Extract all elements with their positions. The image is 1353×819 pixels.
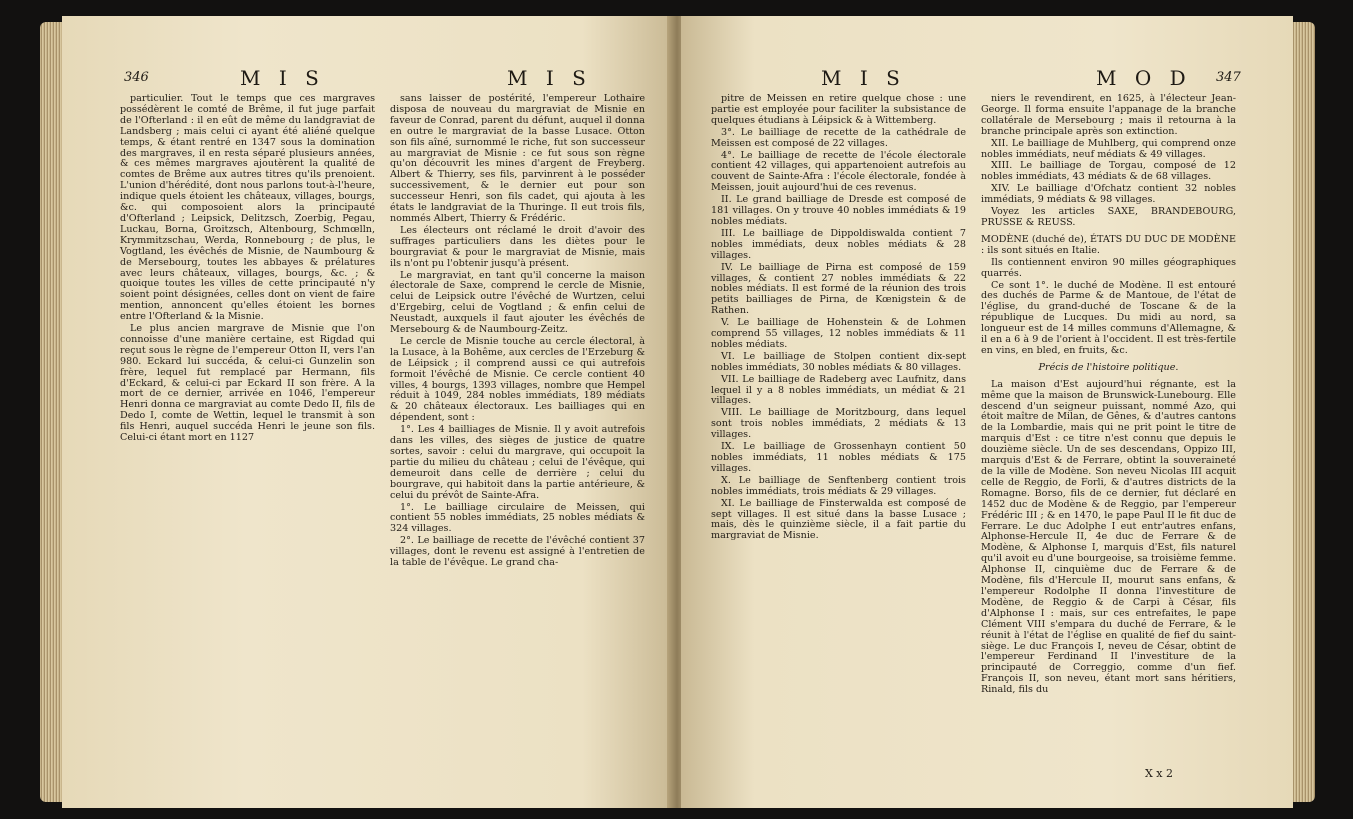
paragraph: 1°. Le bailliage circulaire de Meissen, qui contient 55 nobles immédiats, 25 nobles médiats & 324 villages. [390,501,645,535]
paragraph: X. Le bailliage de Senftenberg contient trois nobles immédiats, trois médiats & 29 villages. [711,474,966,497]
right-running-header [681,66,1293,90]
paragraph: La maison d'Est aujourd'hui régnante, est la même que la maison de Brunswick-Lunebourg. Elle descend d'un seigneur puissant, nommé Azo, qui étoit maître de Milan, de Gênes, & d'autres cantons de la Lombardie, mais qui ne prit point le titre de marquis d'Est : ce titre n'est connu que depuis le douzième siècle. Un de ses descendans, Oppizo III, marquis d'Est & de Ferrare, obtint la souveraineté de la ville de Modène. Son neveu Nicolas III acquit celle de Reggio, de Forli, & d'autres districts de la Romagne. Borso, fils de ce dernier, fut déclaré en 1452 duc de Modène & de Reggio, par l'empereur Frédéric III ; & en 1470, le pape Paul II le fit duc de Ferrare. Le duc Adolphe I eut entr'autres enfans, Alphonse-Hercule II, 4e duc de Ferrare & de Modène, & Alphonse I, marquis d'Est, fils naturel qu'il avoit eu d'une bourgeoise, sa troisième femme. Alphonse II, cinquième duc de Ferrare & de Modène, fils d'Hercule II, mourut sans enfans, & l'empereur Rodolphe II donna l'investiture de Modène, de Reggio & de Carpi à César, fils d'Alphonse I : mais, sur ces entrefaites, le pape Clément VIII s'empara du duché de Ferrare, & le réunit à l'état de l'église en qualité de fief du saint-siège. Le duc François I, neveu de César, obtint de l'empereur Ferdinand II l'investiture de la principauté de Correggio, comme d'un fief. François II, son neveu, étant mort sans héritiers, Rinald, fils du [981,378,1236,696]
paragraph: IV. Le bailliage de Pirna est composé de 159 villages, & contient 27 nobles immédiats & 22 nobles médiats. Il est formé de la réunion des trois petits bailliages de Pirna, de Kœnigstein & de Rathen. [711,261,966,317]
right-header-keyword-2: M O D [1096,66,1192,90]
left-running-header [62,66,674,90]
paragraph: sans laisser de postérité, l'empereur Lothaire disposa de nouveau du margraviat de Misnie en faveur de Conrad, parent du défunt, auquel il donna en outre le margraviat de la basse Lusace. Otton son fils aîné, surnommé le riche, fut son successeur au margraviat de Misnie : ce fut sous son règne qu'on découvrit les mines d'argent de Freyberg. Albert & Thierry, ses fils, parvinrent à le posséder successivement, & le dernier eut pour son successeur Henri, son fils cadet, qui ajouta à les états le landgraviat de la Thuringe. Il eut trois fils, nommés Albert, Thierry & Frédéric. [390,93,645,224]
paragraph: VIII. Le bailliage de Moritzbourg, dans lequel sont trois nobles immédiats, 2 médiats & 13 villages. [711,407,966,441]
left-column-2 [390,94,645,570]
paragraph: Le cercle de Misnie touche au cercle électoral, à la Lusace, à la Bohême, aux cercles de l'Erzeburg & de Léipsick ; il comprend aussi ce qui autrefois formoit l'évêché de Misnie. Ce cercle contient 40 villes, 4 bourgs, 1393 villages, nombre que Hempel réduit à 1049, 284 nobles immédiats, 189 médiats & 20 châteaux électoraux. Les bailliages qui en dépendent, sont : [390,335,645,424]
right-column-1 [711,94,966,543]
paragraph: Ils contiennent environ 90 milles géographiques quarrés. [981,256,1236,279]
paragraph: Le margraviat, en tant qu'il concerne la maison électorale de Saxe, comprend le cercle de Misnie, celui de Leipsick outre l'évêché de Wurtzen, celui d'Ergebirg, celui de Vogtland ; & enfin celui de Neustadt, auxquels il faut ajouter les évêchés de Mersebourg & de Naumbourg-Zeitz. [390,269,645,336]
paragraph: XIII. Le bailliage de Torgau, composé de 12 nobles immédiats, 43 médiats & de 68 villages. [981,160,1236,183]
paragraph: 2°. Le bailliage de recette de l'évêché contient 37 villages, dont le revenu est assigné à l'entretien de la table de l'évêque. Le grand cha- [390,535,645,569]
right-page-number: 347 [1216,70,1241,85]
paragraph: Les électeurs ont réclamé le droit d'avoir des suffrages particuliers dans les diètes pour le bourgraviat & pour le margraviat de Misnie, mais ils n'ont pu l'obtenir jusqu'à présent. [390,224,645,269]
paragraph: 4°. Le bailliage de recette de l'école électorale contient 42 villages, qui appartenoient autrefois au couvent de Sainte-Afra : l'école électorale, fondée à Meissen, jouit aujourd'hui de ces revenus. [711,149,966,194]
left-column-1 [120,94,375,445]
paragraph: V. Le bailliage de Hohenstein & de Lohmen comprend 55 villages, 12 nobles immédiats & 11 nobles médiats. [711,317,966,350]
left-page-number: 346 [124,70,149,85]
signature-mark: X x 2 [1144,767,1173,780]
paragraph: XII. Le bailliage de Muhlberg, qui comprend onze nobles immédiats, neuf médiats & 49 villages. [981,137,1236,160]
paragraph: XI. Le bailliage de Finsterwalda est composé de sept villages. Il est situé dans la basse Lusace ; mais, dès le quinzième siècle, il a fait partie du margraviat de Misnie. [711,497,966,542]
paragraph: XIV. Le bailliage d'Ofchatz contient 32 nobles immédiats, 9 médiats & 98 villages. [981,183,1236,206]
right-column-2 [981,94,1236,697]
paragraph: III. Le bailliage de Dippoldiswalda contient 7 nobles immédiats, deux nobles médiats & 28 villages. [711,227,966,261]
section-subtitle: Précis de l'histoire politique. [1038,361,1179,373]
paragraph: VI. Le bailliage de Stolpen contient dix-sept nobles immédiats, 30 nobles médiats & 80 villages. [711,350,966,373]
left-header-keyword-2: M I S [507,66,592,90]
right-header-keyword-1: M I S [821,66,906,90]
paragraph: VII. Le bailliage de Radeberg avec Laufnitz, dans lequel il y a 8 nobles immédiats, un médiat & 21 villages. [711,373,966,407]
paragraph: niers le revendirent, en 1625, à l'électeur Jean-George. Il forma ensuite l'appanage de la branche collatérale de Mersebourg ; mais il retourna à la branche principale après son extinction. [981,93,1236,137]
cross-reference: Voyez les articles SAXE, BRANDEBOURG, PRUSSE & REUSS. [981,206,1236,228]
paragraph: particulier. Tout le temps que ces margraves possédèrent le comté de Brême, il fut juge parfait de l'Ofterland : il en eût de même du landgraviat de Landsberg ; mais celui ci ayant été aliéné quelque temps, & étant rentré en 1347 sous la domination des margraves, il en resta séparé plusieurs années, & ces mêmes margraves ajoutèrent la qualité de comtes de Brême aux autres titres qu'ils prenoient. L'union d'hérédité, dont nous parlons tout-à-l'heure, indique quels étoient les châteaux, villages, bourgs, &c. qui composoient alors la principauté d'Ofterland ; Leipsick, Delitzsch, Zoerbig, Pegau, Luckau, Borna, Groitzsch, Altenbourg, Schmœlln, Krymmitzschau, Werda, Ronnebourg ; de plus, le Vogtland, les évêchés de Misnie, de Naumbourg & de Mersebourg, toutes les abbayes & prélatures avec leurs châteaux, villages, bourgs, &c. ; & quoique toutes les villes de cette principauté n'y soient point désignées, celles dont on vient de faire mention, annoncent qu'elles étoient les bornes entre l'Ofterland & la Misnie. [120,93,375,323]
open-book [40,10,1315,810]
paragraph: 1°. Les 4 bailliages de Misnie. Il y avoit autrefois dans les villes, des sièges de justice de quatre sortes, savoir : celui du margrave, qui occupoit la partie du milieu du château ; celui de l'évêque, qui demeuroit dans celle de derrière ; celui du bourgrave, qui habitoit dans la partie antérieure, & celui du prévôt de Sainte-Afra. [390,424,645,501]
paragraph: pitre de Meissen en retire quelque chose : une partie est employée pour faciliter la subsistance de quelques étudians à Léipsick & à Wittemberg. [711,93,966,126]
paragraph: 3°. Le bailliage de recette de la cathédrale de Meissen est composé de 22 villages. [711,126,966,149]
left-page [62,16,674,808]
paragraph: II. Le grand bailliage de Dresde est composé de 181 villages. On y trouve 40 nobles immédiats & 19 nobles médiats. [711,194,966,227]
left-header-keyword-1: M I S [240,66,325,90]
paragraph: Ce sont 1°. le duché de Modène. Il est entouré des duchés de Parme & de Mantoue, de l'état de l'église, du grand-duché de Toscane & de la république de Lucques. Du midi au nord, sa longueur est de 14 milles communs d'Allemagne, & il en a 6 à 9 de l'orient à l'occident. Il est très-fertile en vins, en bled, en fruits, &c. [981,279,1236,356]
article-heading: MODÈNE (duché de), ÉTATS DU DUC DE MODÈNE : ils sont situés en Italie. [981,233,1236,256]
right-page [681,16,1293,808]
paragraph: Le plus ancien margrave de Misnie que l'on connoisse d'une manière certaine, est Rigdad qui reçut sous le règne de l'empereur Otton II, vers l'an 980. Eckard lui succéda, & celui-ci Gunzelin son frère, lequel fut remplacé par Hermann, fils d'Eckard, & celui-ci par Eckard II son frère. A la mort de ce dernier, arrivée en 1046, l'empereur Henri donna ce margraviat au comte Dedo II, fils de Dedo I, comte de Wettin, lequel le transmit à son fils Henri, auquel succéda Henri le jeune son fils. Celui-ci étant mort en 1127 [120,323,375,444]
paragraph: IX. Le bailliage de Grossenhayn contient 50 nobles immédiats, 11 nobles médiats & 175 villages. [711,441,966,474]
